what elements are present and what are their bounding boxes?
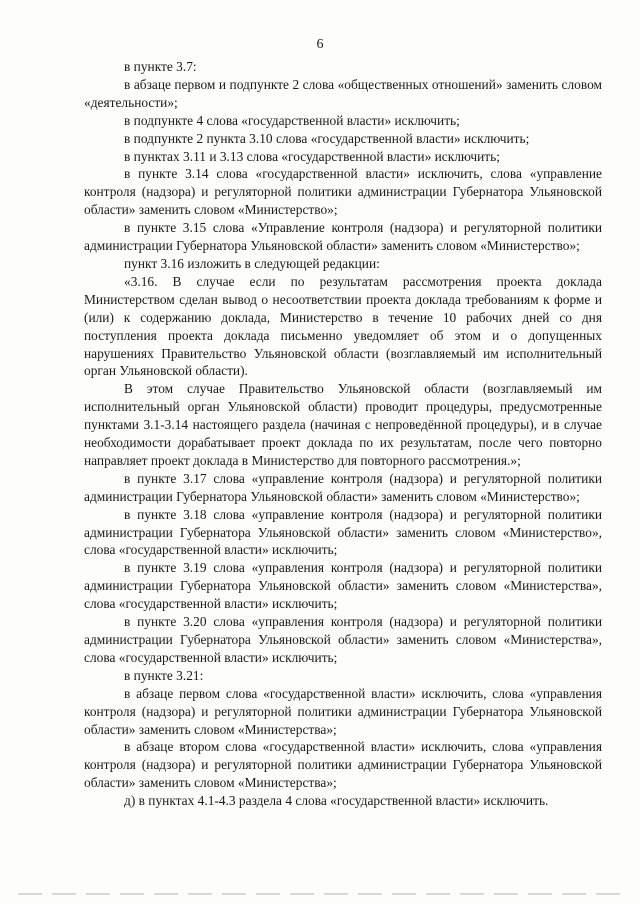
paragraph: в абзаце втором слова «государственной власти» исключить, слова «управления контроля (надзора) и регуляторной политики администрации Губернатора Ульяновской области» заменить словом «Министерства»; bbox=[84, 739, 602, 791]
page-number: 6 bbox=[316, 37, 324, 52]
paragraph: «3.16. В случае если по результатам рассмотрения проекта доклада Министерством сделан вывод о несоответствии проекта доклада требованиям к форме и (или) к содержанию доклада, Министерство в течение 10 рабочих дней со дня поступления проекта доклада письменно уведомляет об этом и о допущенных нарушениях Правительство Ульяновской области (возглавляемый им исполнительный орган Ульяновской области). bbox=[84, 273, 602, 379]
paragraph: в пункте 3.17 слова «управление контроля (надзора) и регуляторной политики администрации Губернатора Ульяновской области» заменить словом «Министерство»; bbox=[84, 470, 602, 504]
document-body bbox=[84, 58, 602, 810]
paragraph: в подпункте 4 слова «государственной власти» исключить; bbox=[124, 112, 460, 128]
scan-bottom-edge bbox=[18, 893, 622, 895]
paragraph: в пункте 3.14 слова «государственной власти» исключить, слова «управление контроля (надзора) и регуляторной политики администрации Губернатора Ульяновской области» заменить словом «Министерство»; bbox=[84, 166, 602, 218]
paragraph: в абзаце первом слова «государственной власти» исключить, слова «управления контроля (надзора) и регуляторной политики администрации Губернатора Ульяновской области» заменить словом «Министерства»; bbox=[84, 685, 602, 737]
paragraph: в пункте 3.19 слова «управления контроля (надзора) и регуляторной политики администрации Губернатора Ульяновской области» заменить словом «Министерства», слова «государственной власти» исключить; bbox=[84, 560, 602, 612]
paragraph: в пункте 3.20 слова «управления контроля (надзора) и регуляторной политики администрации Губернатора Ульяновской области» заменить словом «Министерства», слова «государственной власти» исключить; bbox=[84, 614, 602, 665]
paragraph: пункт 3.16 изложить в следующей редакции: bbox=[124, 255, 380, 271]
paragraph: в пунктах 3.11 и 3.13 слова «государственной власти» исключить; bbox=[124, 148, 500, 164]
paragraph: д) в пунктах 4.1-4.3 раздела 4 слова «государственной власти» исключить. bbox=[124, 793, 549, 809]
paragraph: в подпункте 2 пункта 3.10 слова «государственной власти» исключить; bbox=[124, 130, 530, 146]
paragraph: в абзаце первом и подпункте 2 слова «общественных отношений» заменить словом «деятельности»; bbox=[84, 76, 602, 110]
paragraph: в пункте 3.7: bbox=[124, 59, 197, 74]
paragraph: в пункте 3.15 слова «Управление контроля (надзора) и регуляторной политики администрации Губернатора Ульяновской области» заменить словом «Министерство»; bbox=[84, 220, 602, 254]
paragraph: В этом случае Правительство Ульяновской области (возглавляемый им исполнительный орган Ульяновской области) проводит процедуры, предусмотренные пунктами 3.1-3.14 настоящего раздела (начиная с непроведённой процедуры), и в случае необходимости дорабатывает проект доклада по их результатам, после чего повторно направляет проект доклада в Министерство для повторного рассмотрения.»; bbox=[84, 381, 602, 468]
paragraph: в пункте 3.21: bbox=[124, 667, 204, 683]
paragraph: в пункте 3.18 слова «управление контроля (надзора) и регуляторной политики администрации Губернатора Ульяновской области» заменить словом «Министерство», слова «государственной власти» исключить; bbox=[84, 506, 602, 558]
